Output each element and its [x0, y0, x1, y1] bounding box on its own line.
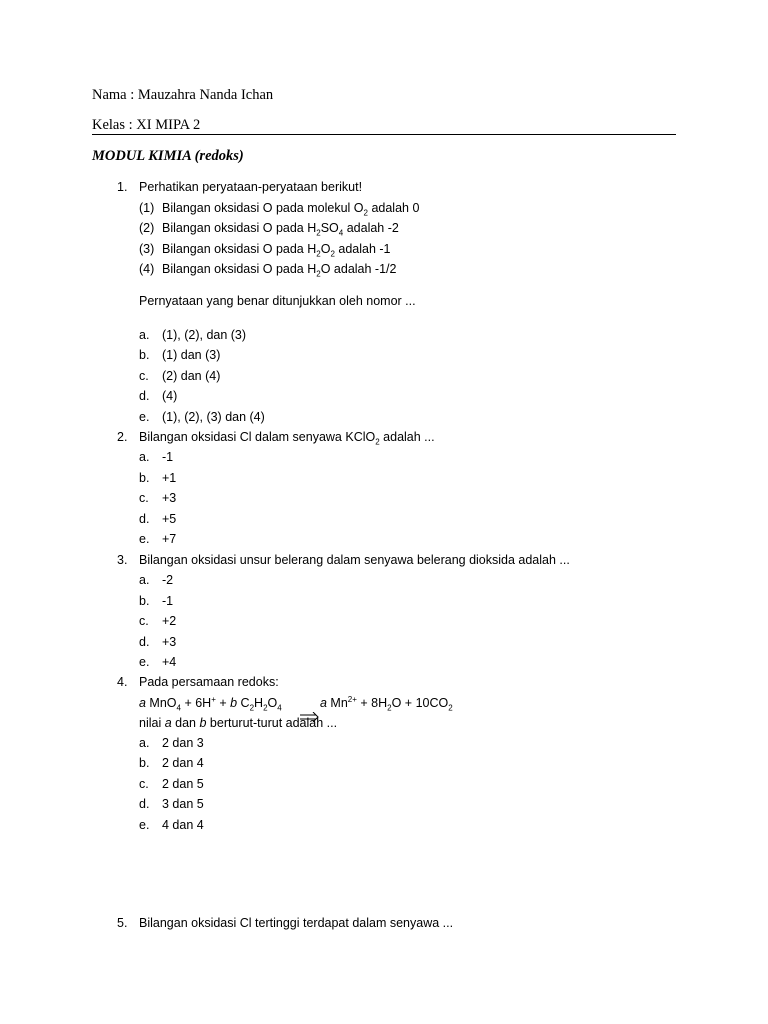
option-letter: e. — [139, 410, 150, 424]
module-title: MODUL KIMIA (redoks) — [92, 148, 244, 164]
option-text: 4 dan 4 — [162, 818, 204, 832]
question-number: 5. — [117, 916, 128, 930]
option-text: -1 — [162, 450, 174, 464]
statement-number: (2) — [139, 221, 155, 235]
question-number: 2. — [117, 430, 128, 444]
header-divider — [92, 134, 676, 135]
question-number: 4. — [117, 675, 128, 689]
option-text: +4 — [162, 655, 177, 669]
equation-left: a MnO$_4$ + 6H+ + b $C_2H_2O_4$ — [139, 694, 282, 713]
option-text: (1), (2), dan (3) — [162, 328, 247, 342]
option-letter: e. — [139, 655, 150, 669]
option-text: +2 — [162, 614, 177, 628]
option-letter: c. — [139, 369, 149, 383]
option-letter: c. — [139, 491, 149, 505]
student-class: Kelas : XI MIPA 2 — [92, 117, 201, 133]
option-letter: a. — [139, 328, 150, 342]
statement-number: (1) — [139, 201, 155, 215]
option-text: -2 — [162, 573, 174, 587]
question-text: Perhatikan peryataan-peryataan berikut! — [139, 180, 363, 194]
option-letter: d. — [139, 389, 150, 403]
question-subtext: nilai a dan b berturut-turut adalah ... — [139, 716, 338, 730]
option-letter: c. — [139, 777, 149, 791]
option-letter: e. — [139, 818, 150, 832]
option-text: (1) dan (3) — [162, 348, 221, 362]
option-letter: c. — [139, 614, 149, 628]
option-letter: b. — [139, 348, 150, 362]
option-letter: b. — [139, 471, 150, 485]
question-prompt: Pernyataan yang benar ditunjukkan oleh nomor ... — [139, 294, 416, 308]
question-text: Bilangan oksidasi Cl tertinggi terdapat dalam senyawa ... — [139, 916, 454, 930]
statement-number: (4) — [139, 262, 155, 276]
statement-text: Bilangan oksidasi O pada $H_2SO_4$ adalah -2 — [162, 221, 399, 238]
statement-text: Bilangan oksidasi O pada molekul $O_2$ adalah 0 — [162, 201, 420, 218]
option-text: 2 dan 4 — [162, 756, 204, 770]
question-number: 3. — [117, 553, 128, 567]
option-text: 3 dan 5 — [162, 797, 204, 811]
option-text: +3 — [162, 491, 177, 505]
statement-number: (3) — [139, 242, 155, 256]
option-letter: e. — [139, 532, 150, 546]
option-text: +5 — [162, 512, 177, 526]
question-text: Bilangan oksidasi Cl dalam senyawa KClO$_2$ adalah ... — [139, 430, 435, 447]
option-text: (4) — [162, 389, 178, 403]
statement-text: Bilangan oksidasi O pada $H_2O$ adalah -1/2 — [162, 262, 397, 279]
option-letter: d. — [139, 797, 150, 811]
statement-text: Bilangan oksidasi O pada $H_2O_2$ adalah -1 — [162, 242, 391, 259]
question-number: 1. — [117, 180, 128, 194]
option-letter: a. — [139, 450, 150, 464]
option-text: +3 — [162, 635, 177, 649]
option-text: +1 — [162, 471, 177, 485]
option-letter: d. — [139, 635, 150, 649]
option-text: -1 — [162, 594, 174, 608]
option-text: 2 dan 3 — [162, 736, 204, 750]
equation-right: a $Mn^{2+} + 8H_2O + 10CO_2$ — [320, 694, 453, 713]
student-name: Nama : Mauzahra Nanda Ichan — [92, 87, 274, 103]
option-letter: d. — [139, 512, 150, 526]
option-letter: a. — [139, 573, 150, 587]
option-text: 2 dan 5 — [162, 777, 204, 791]
option-text: (2) dan (4) — [162, 369, 221, 383]
option-letter: b. — [139, 594, 150, 608]
option-letter: a. — [139, 736, 150, 750]
option-text: +7 — [162, 532, 177, 546]
option-letter: b. — [139, 756, 150, 770]
option-text: (1), (2), (3) dan (4) — [162, 410, 265, 424]
question-text: Pada persamaan redoks: — [139, 675, 279, 689]
question-text: Bilangan oksidasi unsur belerang dalam senyawa belerang dioksida adalah ... — [139, 553, 570, 567]
